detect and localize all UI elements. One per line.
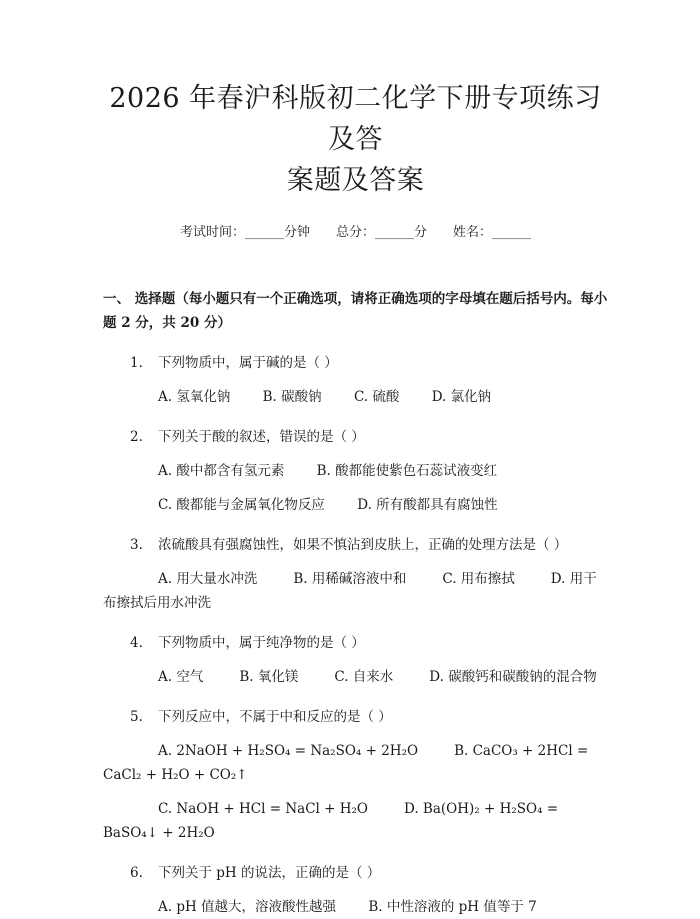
question-number: 1. — [130, 355, 143, 371]
option-a[interactable]: A. 2NaOH + H₂SO₄ = Na₂SO₄ + 2H₂O — [158, 743, 419, 759]
option-d[interactable]: D. 碳酸钙和碳酸钠的混合物 — [429, 669, 597, 685]
question-6-options — [103, 895, 608, 919]
option-b[interactable]: B. CaCO₃ + 2HCl = CaCl₂ + H₂O + CO₂↑ — [103, 743, 589, 783]
option-a[interactable]: A. 氢氧化钠 — [158, 389, 231, 405]
question-number: 4. — [130, 635, 143, 651]
question-4 — [103, 631, 608, 655]
question-stem: 下列物质中，属于碱的是（ ） — [158, 355, 338, 371]
question-3 — [103, 533, 608, 557]
section-heading-multiple-choice: 一、 选择题（每小题只有一个正确选项，请将正确选项的字母填在题后括号内。每小题 2 分，共 20 分） — [103, 291, 608, 331]
option-b[interactable]: B. 酸都能使紫色石蕊试液变红 — [316, 463, 498, 479]
question-number: 6. — [130, 865, 143, 881]
question-6 — [103, 861, 608, 885]
option-a[interactable]: A. 用大量水冲洗 — [158, 571, 258, 587]
option-a[interactable]: A. pH 值越大，溶液酸性越强 — [158, 899, 337, 915]
student-name-field[interactable]: 姓名：______ — [453, 225, 532, 240]
option-a[interactable]: A. 酸中都含有氢元素 — [158, 463, 285, 479]
option-d[interactable]: D. 用干布擦拭后用水冲洗 — [103, 571, 597, 611]
option-d[interactable]: D. Ba(OH)₂ + H₂SO₄ = BaSO₄↓ + 2H₂O — [103, 801, 559, 841]
question-number: 3. — [130, 537, 143, 553]
question-stem: 下列物质中，属于纯净物的是（ ） — [158, 635, 365, 651]
question-number: 2. — [130, 429, 143, 445]
exam-time-field[interactable]: 考试时间：______分钟 — [179, 225, 310, 240]
total-score-field[interactable]: 总分：______分 — [335, 225, 427, 240]
question-4-options — [103, 665, 608, 689]
page-title — [103, 78, 608, 201]
question-3-options — [103, 567, 608, 615]
option-a[interactable]: A. 空气 — [158, 669, 204, 685]
page-title-line-1: 2026 年春沪科版初二化学下册专项练习及答 — [109, 83, 602, 155]
exam-info-bar — [103, 221, 608, 240]
option-c[interactable]: C. 酸都能与金属氧化物反应 — [158, 497, 325, 513]
question-1-options — [103, 385, 608, 409]
option-c[interactable]: C. 自来水 — [334, 669, 394, 685]
question-2 — [103, 425, 608, 449]
option-b[interactable]: B. 氧化镁 — [239, 669, 299, 685]
page-title-line-2: 案题及答案 — [286, 165, 425, 196]
question-stem: 浓硫酸具有强腐蚀性，如果不慎沾到皮肤上，正确的处理方法是（ ） — [158, 537, 568, 553]
question-5 — [103, 705, 608, 729]
option-d[interactable]: D. 氯化钠 — [431, 389, 492, 405]
question-2-options-row-1 — [103, 459, 608, 483]
question-5-options-row-2 — [103, 797, 608, 845]
option-b[interactable]: B. 中性溶液的 pH 值等于 7 — [368, 899, 537, 915]
option-b[interactable]: B. 碳酸钠 — [262, 389, 322, 405]
question-2-options-row-2 — [103, 493, 608, 517]
question-5-options-row-1 — [103, 739, 608, 787]
option-d[interactable]: D. 所有酸都具有腐蚀性 — [357, 497, 498, 513]
question-stem: 下列关于 pH 的说法，正确的是（ ） — [158, 865, 381, 881]
option-c[interactable]: C. 硫酸 — [353, 389, 400, 405]
option-c[interactable]: C. 用布擦拭 — [442, 571, 515, 587]
question-1 — [103, 351, 608, 375]
question-stem: 下列关于酸的叙述，错误的是（ ） — [158, 429, 365, 445]
option-b[interactable]: B. 用稀碱溶液中和 — [293, 571, 407, 587]
question-stem: 下列反应中，不属于中和反应的是（ ） — [158, 709, 392, 725]
question-number: 5. — [130, 709, 143, 725]
option-c[interactable]: C. NaOH + HCl = NaCl + H₂O — [158, 801, 368, 817]
